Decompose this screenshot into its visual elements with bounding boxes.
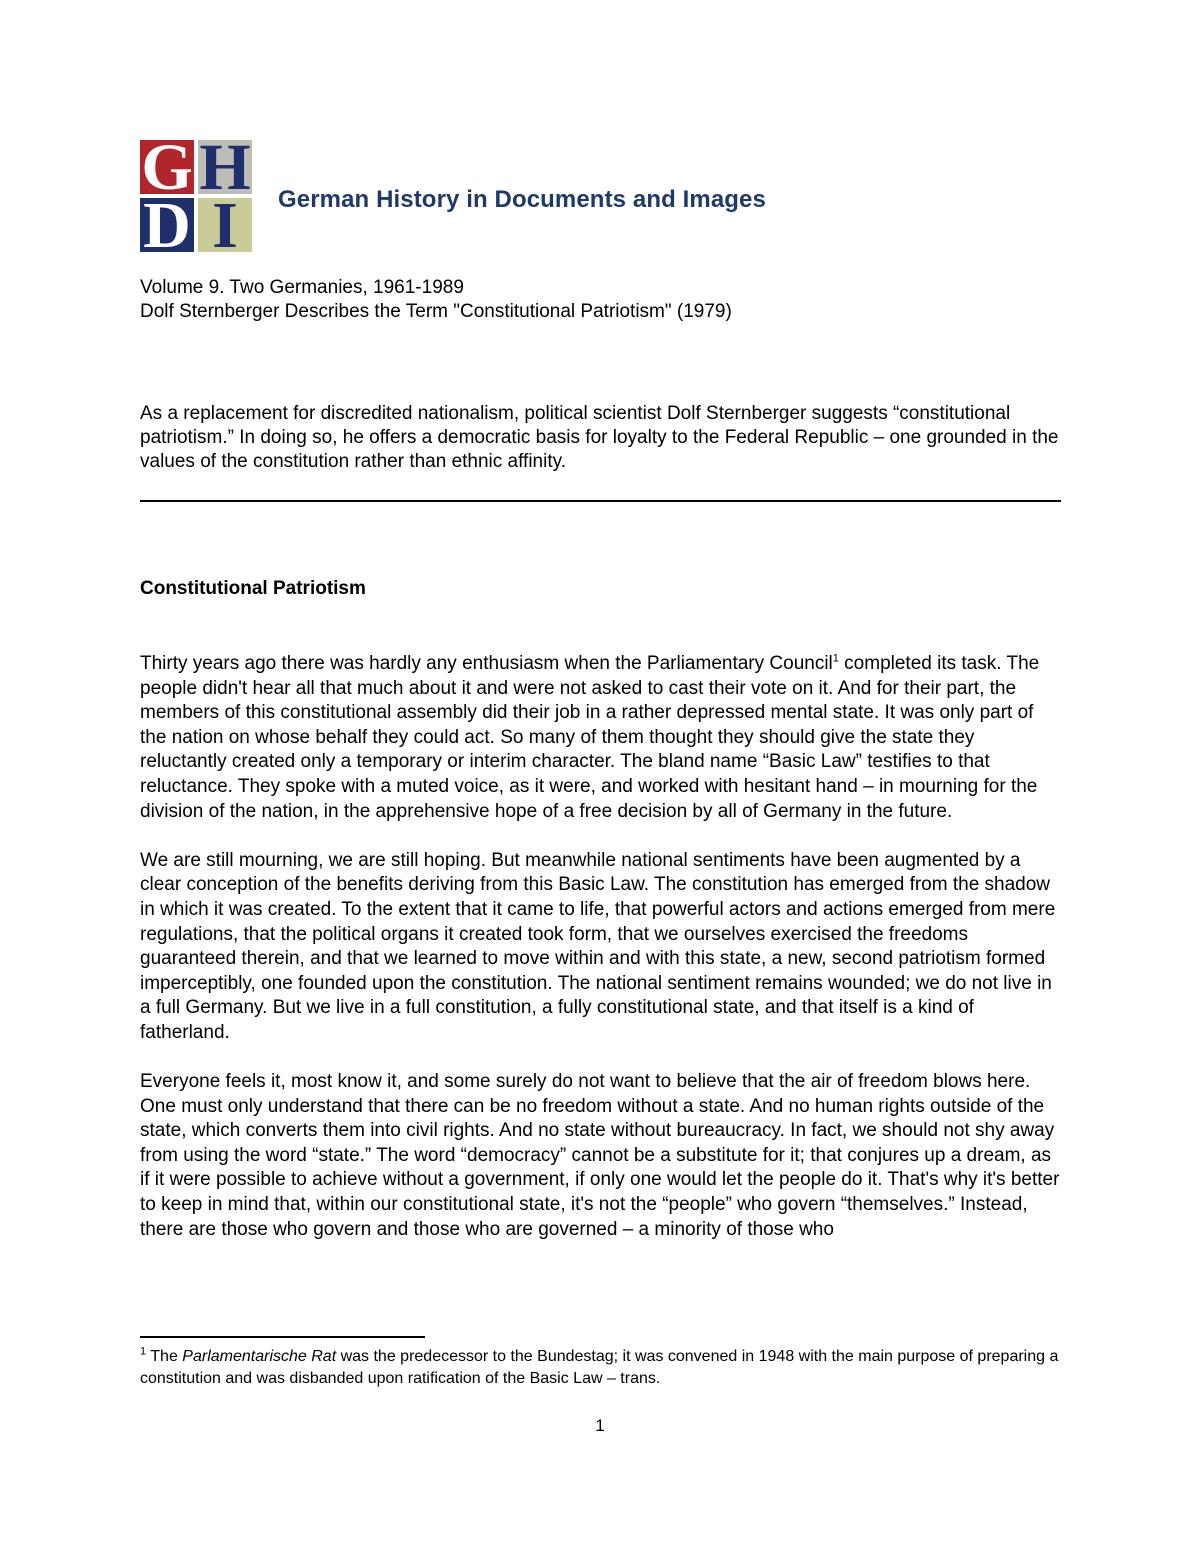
logo-letter-i: I: [212, 198, 238, 252]
footnote-text-rest: was the predecessor to the Bundestag; it was convened in 1948 with the main purpose of preparing a constitution and was disbanded upon ratification of the Basic Law – trans.: [140, 1348, 1059, 1387]
paragraph-1: [140, 652, 1065, 824]
publication-wordmark: German History in Documents and Images: [278, 186, 766, 213]
intro-summary: As a replacement for discredited nationalism, political scientist Dolf Sternberger suggests “constitutional patriotism.” In doing so, he offers a democratic basis for loyalty to the Federal Republic – one grounded in the values of the constitution rather than ethnic affinity.: [140, 403, 1059, 472]
logo-cell-d: [140, 198, 194, 252]
page-number: 1: [595, 1416, 605, 1435]
logo-letter-h: H: [199, 140, 251, 194]
paragraph-2: We are still mourning, we are still hoping. But meanwhile national sentiments have been augmented by a clear conception of the benefits deriving from this Basic Law. The constitution has emerged from the shadow in which it was created. To the extent that it came to life, that powerful actors and actions emerged from mere regulations, that the political organs it created took form, that we ourselves exercised the freedoms guaranteed therein, and that we learned to move within and with this state, a new, second patriotism formed imperceptibly, one founded upon the constitution. The national sentiment remains wounded; we do not live in a full Germany. But we live in a full constitution, a fully constitutional state, and that itself is a kind of fatherland.: [140, 849, 1056, 1043]
volume-line: Volume 9. Two Germanies, 1961-1989: [140, 277, 464, 298]
footnote: [140, 1346, 1060, 1390]
logo-cell-g: [140, 140, 194, 194]
logo-cell-i: [198, 198, 252, 252]
document-meta: [140, 276, 732, 324]
paragraph-3: Everyone feels it, most know it, and some surely do not want to believe that the air of freedom blows here. One must only understand that there can be no freedom without a state. And no human rights outside of the state, which converts them into civil rights. And no state without bureaucracy. In fact, we should not shy away from using the word “state.” The word “democracy” cannot be a substitute for it; that conjures up a dream, as if it were possible to achieve without a government, if only one would let the people do it. That's why it's better to keep in mind that, within our constitutional state, it's not the “people” who govern “themselves.” Instead, there are those who govern and those who are governed – a minority of those who: [140, 1071, 1060, 1240]
footnote-italic-term: Parlamentarische Rat: [182, 1348, 337, 1365]
body-text: [140, 652, 1065, 1267]
ghdi-logo: [140, 140, 252, 252]
footnote-marker: 1: [140, 1345, 147, 1358]
paragraph-1-rest: completed its task. The people didn't hear all that much about it and were not asked to cast their vote on it. And for their part, the members of this constitutional assembly did their job in a rather depressed mental state. It was only part of the nation on whose behalf they could act. So many of them thought they should give the state they reluctantly created only a temporary or interim character. The bland name “Basic Law” testifies to that reluctance. They spoke with a muted voice, as it were, and worked with hesitant hand – in mourning for the division of the nation, in the apprehensive hope of a free decision by all of Germany in the future.: [140, 653, 1040, 822]
logo-letter-g: G: [141, 140, 193, 194]
logo-cell-h: [198, 140, 252, 194]
paragraph-1-start: Thirty years ago there was hardly any enthusiasm when the Parliamentary Council: [140, 653, 833, 674]
section-heading: Constitutional Patriotism: [140, 578, 366, 599]
document-title: Dolf Sternberger Describes the Term "Constitutional Patriotism" (1979): [140, 301, 732, 322]
logo-letter-d: D: [143, 198, 191, 252]
section-divider: [140, 500, 1061, 502]
footnote-divider: [140, 1336, 425, 1338]
footnote-reference[interactable]: 1: [832, 652, 839, 665]
footnote-text-start: The: [146, 1348, 183, 1365]
